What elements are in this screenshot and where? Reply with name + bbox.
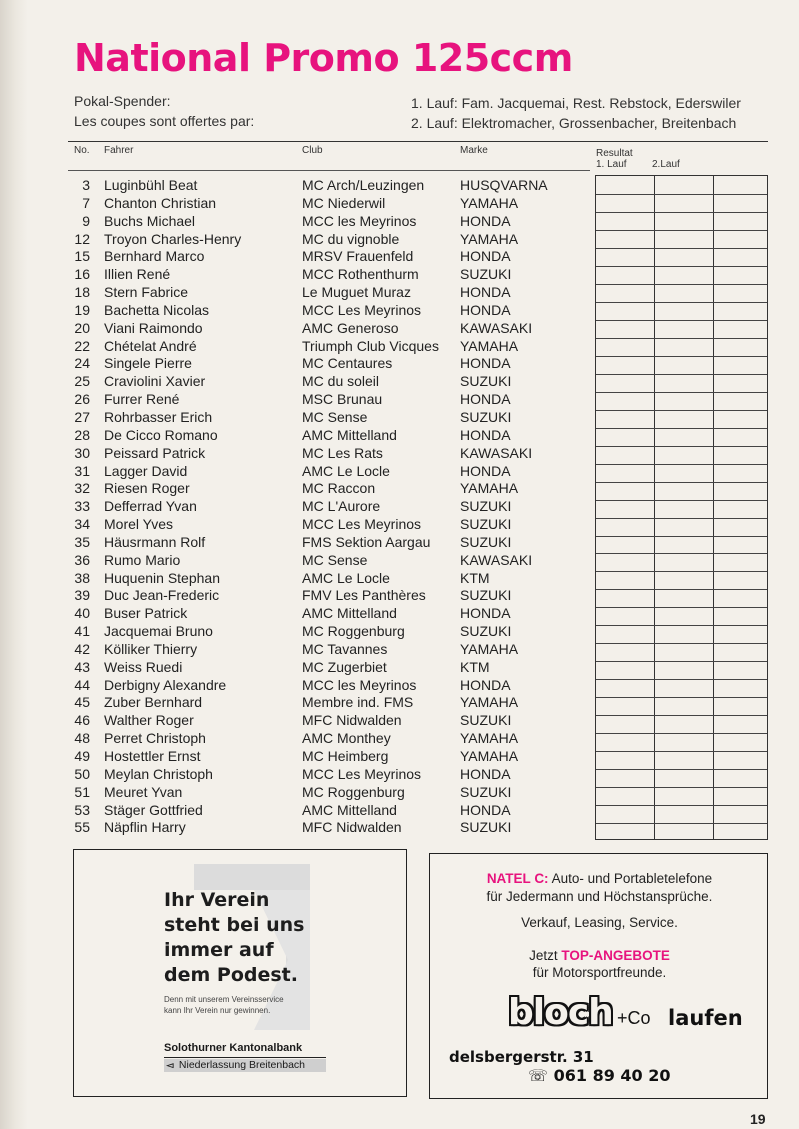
rider-name: Meylan Christoph	[104, 765, 213, 782]
result-grid-row-line	[596, 410, 767, 411]
rider-club: MFC Nidwalden	[302, 712, 402, 729]
result-grid-row-line	[596, 392, 767, 393]
rider-name: Zuber Bernhard	[104, 694, 203, 711]
result-grid-row-line	[596, 643, 767, 644]
rider-brand: SUZUKI	[460, 623, 512, 640]
result-grid-row-line	[596, 589, 767, 590]
rider-club: AMC Le Locle	[302, 569, 390, 586]
table-row	[68, 659, 598, 677]
table-row	[68, 195, 598, 213]
bank-slogan-line: Ihr Verein	[164, 889, 270, 911]
bank-slogan-line: dem Podest.	[164, 964, 298, 986]
result-grid-row-line	[596, 356, 767, 357]
rider-number: 32	[74, 480, 90, 497]
rider-brand: SUZUKI	[460, 587, 512, 604]
table-row	[68, 284, 598, 302]
rider-number: 7	[82, 194, 90, 211]
result-grid-row-line	[596, 553, 767, 554]
rider-name: Illien René	[104, 266, 171, 283]
rider-brand: KTM	[460, 569, 490, 586]
table-row	[68, 338, 598, 356]
rider-name: Walther Roger	[104, 712, 194, 729]
bank-branch-bar	[164, 1059, 326, 1072]
rider-name: Singele Pierre	[104, 355, 192, 372]
result-grid-row-line	[596, 787, 767, 788]
rider-name: Luginbühl Beat	[104, 177, 198, 193]
rider-number: 12	[74, 230, 90, 247]
rider-club: MRSV Frauenfeld	[302, 248, 414, 265]
rider-name: Hostettler Ernst	[104, 748, 201, 764]
result-grid-row-line	[596, 536, 767, 537]
rider-number: 34	[74, 516, 90, 533]
rider-name: Weiss Ruedi	[104, 658, 183, 675]
table-row	[68, 748, 598, 766]
result-grid-row-line	[596, 733, 767, 734]
rider-name: Riesen Roger	[104, 480, 190, 497]
rider-name: Häusrmann Rolf	[104, 533, 206, 550]
rider-name: Huquenin Stephan	[104, 569, 220, 586]
rider-name: Troyon Charles-Henry	[104, 230, 242, 247]
bank-subtext-line: kann Ihr Verein nur gewinnen.	[164, 1006, 271, 1015]
rider-number: 40	[74, 605, 90, 622]
result-grid-row-line	[596, 230, 767, 231]
rider-club: MC Roggenburg	[302, 623, 405, 640]
sponsor-race1: 1. Lauf: Fam. Jacquemai, Rest. Rebstock, Ederswiler	[411, 95, 741, 111]
rider-club: MC Centaures	[302, 355, 393, 372]
rider-brand: SUZUKI	[460, 373, 512, 390]
rider-club: Triumph Club Vicques	[302, 337, 439, 354]
natel-line-4	[430, 948, 769, 963]
bank-slogan	[164, 888, 304, 988]
table-row	[68, 730, 598, 748]
rider-club: AMC Mittelland	[302, 426, 397, 443]
rider-name: Rohrbasser Erich	[104, 408, 213, 425]
rider-brand: YAMAHA	[460, 748, 519, 764]
result-grid-row-line	[596, 374, 767, 375]
header-no: No.	[74, 145, 90, 156]
rider-number: 51	[74, 783, 90, 800]
page-number: 19	[750, 1111, 766, 1127]
table-row	[68, 248, 598, 266]
rider-club: MSC Brunau	[302, 391, 383, 408]
result-grid-row-line	[596, 625, 767, 626]
rider-number: 33	[74, 498, 90, 515]
rider-club: MC L'Aurore	[302, 498, 381, 515]
result-grid-row-line	[596, 805, 767, 806]
table-row	[68, 463, 598, 481]
table-row	[68, 677, 598, 695]
rider-name: Craviolini Xavier	[104, 373, 206, 390]
rider-brand: HONDA	[460, 212, 511, 229]
rider-name: Meuret Yvan	[104, 783, 183, 800]
rider-brand: HONDA	[460, 462, 511, 479]
rider-club: MC Sense	[302, 551, 368, 568]
result-grid-row-line	[596, 194, 767, 195]
rider-brand: YAMAHA	[460, 730, 519, 747]
rider-number: 38	[74, 569, 90, 586]
rider-table	[68, 177, 598, 837]
table-header-rule	[68, 170, 590, 171]
natel-line-3: Verkauf, Leasing, Service.	[521, 915, 678, 930]
rider-brand: HONDA	[460, 426, 511, 443]
bank-subtext-line: Denn mit unserem Vereinsservice	[164, 995, 284, 1004]
rider-name: Derbigny Alexandre	[104, 676, 227, 693]
rider-club: AMC Monthey	[302, 730, 391, 747]
rider-name: Kölliker Thierry	[104, 640, 198, 657]
result-grid-row-line	[596, 212, 767, 213]
rider-number: 30	[74, 444, 90, 461]
natel-offer-highlight: TOP-ANGEBOTE	[561, 948, 670, 963]
table-row	[68, 570, 598, 588]
rider-brand: KAWASAKI	[460, 319, 533, 336]
rider-club: MCC Rothenthurm	[302, 266, 419, 283]
rider-number: 9	[82, 212, 90, 229]
natel-line-1-text: Auto- und Portabletelefone	[548, 871, 713, 886]
rider-club: MFC Nidwalden	[302, 819, 402, 836]
rider-brand: YAMAHA	[460, 480, 519, 497]
table-row	[68, 355, 598, 373]
rider-club: AMC Le Locle	[302, 462, 390, 479]
rider-club: MCC Les Meyrinos	[302, 301, 422, 318]
result-grid-row-line	[596, 482, 767, 483]
result-grid-row-line	[596, 338, 767, 339]
result-grid-row-line	[596, 571, 767, 572]
rider-club: MC du soleil	[302, 373, 380, 390]
result-grid-row-line	[596, 464, 767, 465]
rider-number: 41	[74, 623, 90, 640]
page-title: National Promo 125ccm	[74, 36, 573, 80]
bloch-phone	[528, 1066, 671, 1085]
rider-brand: KAWASAKI	[460, 551, 533, 568]
rider-name: Furrer René	[104, 391, 180, 408]
rider-number: 45	[74, 694, 90, 711]
table-row	[68, 534, 598, 552]
rider-name: Bachetta Nicolas	[104, 301, 210, 318]
rider-club: MCC les Meyrinos	[302, 676, 417, 693]
natel-line-1	[430, 871, 769, 886]
result-grid-row-line	[596, 715, 767, 716]
rider-club: Membre ind. FMS	[302, 694, 414, 711]
bank-name: Solothurner Kantonalbank	[164, 1042, 303, 1054]
result-grid	[595, 175, 768, 840]
rider-brand: SUZUKI	[460, 408, 512, 425]
result-grid-row-line	[596, 500, 767, 501]
rider-number: 28	[74, 426, 90, 443]
rider-club: AMC Generoso	[302, 319, 399, 336]
telephone-icon: ☏	[528, 1066, 549, 1085]
rider-brand: HONDA	[460, 605, 511, 622]
table-row	[68, 623, 598, 641]
rider-number: 35	[74, 533, 90, 550]
rider-club: MC Arch/Leuzingen	[302, 177, 425, 193]
table-row	[68, 480, 598, 498]
rider-brand: SUZUKI	[460, 783, 512, 800]
rider-club: FMS Sektion Aargau	[302, 533, 431, 550]
table-row	[68, 641, 598, 659]
header-race1: 1. Lauf	[596, 159, 627, 170]
rider-club: AMC Mittelland	[302, 605, 397, 622]
bloch-logo-city: laufen	[668, 1006, 743, 1030]
rider-number: 49	[74, 748, 90, 764]
rider-name: Chételat André	[104, 337, 197, 354]
rider-name: Buser Patrick	[104, 605, 188, 622]
rider-name: De Cicco Romano	[104, 426, 218, 443]
result-grid-row-line	[596, 751, 767, 752]
natel-line-5: für Motorsportfreunde.	[532, 965, 667, 980]
rider-number: 24	[74, 355, 90, 372]
table-row	[68, 605, 598, 623]
rider-number: 48	[74, 730, 90, 747]
result-grid-divider	[654, 176, 655, 839]
result-grid-row-line	[596, 769, 767, 770]
result-grid-row-line	[596, 607, 767, 608]
result-grid-divider	[713, 176, 714, 839]
table-row	[68, 213, 598, 231]
rider-brand: SUZUKI	[460, 516, 512, 533]
table-row	[68, 391, 598, 409]
result-grid-row-line	[596, 302, 767, 303]
rider-brand: HONDA	[460, 355, 511, 372]
bloch-phone-number: 061 89 40 20	[553, 1066, 671, 1085]
natel-line-2: für Jedermann und Höchstansprüche.	[486, 889, 713, 904]
table-row	[68, 552, 598, 570]
bank-logo-icon: ◅	[166, 1060, 174, 1070]
rider-brand: HONDA	[460, 765, 511, 782]
table-row	[68, 231, 598, 249]
rider-brand: SUZUKI	[460, 819, 512, 836]
header-result: Resultat	[596, 148, 633, 159]
rider-club: MC Les Rats	[302, 444, 383, 461]
sponsor-list	[411, 93, 741, 133]
rider-brand: YAMAHA	[460, 194, 519, 211]
table-row	[68, 516, 598, 534]
table-row	[68, 302, 598, 320]
rider-number: 22	[74, 337, 90, 354]
rider-club: MC Tavannes	[302, 640, 388, 657]
rider-number: 39	[74, 587, 90, 604]
rider-club: AMC Mittelland	[302, 801, 397, 818]
rider-number: 44	[74, 676, 90, 693]
rider-name: Duc Jean-Frederic	[104, 587, 220, 604]
table-row	[68, 802, 598, 820]
rider-brand: YAMAHA	[460, 640, 519, 657]
rider-number: 55	[74, 819, 90, 836]
rider-number: 31	[74, 462, 90, 479]
bloch-logo-co: +Co	[617, 1008, 651, 1028]
rider-number: 15	[74, 248, 90, 265]
rider-number: 26	[74, 391, 90, 408]
result-grid-row-line	[596, 320, 767, 321]
rider-name: Morel Yves	[104, 516, 173, 533]
rider-name: Defferrad Yvan	[104, 498, 197, 515]
rider-brand: HONDA	[460, 248, 511, 265]
rider-brand: HONDA	[460, 391, 511, 408]
rider-number: 36	[74, 551, 90, 568]
rider-brand: YAMAHA	[460, 694, 519, 711]
header-rider: Fahrer	[104, 145, 134, 156]
rider-number: 42	[74, 640, 90, 657]
rider-brand: KTM	[460, 658, 490, 675]
rider-number: 43	[74, 658, 90, 675]
rider-club: MCC Les Meyrinos	[302, 765, 422, 782]
rider-name: Chanton Christian	[104, 194, 217, 211]
natel-highlight: NATEL C:	[486, 871, 549, 886]
rider-brand: HONDA	[460, 284, 511, 301]
rider-club: MC Zugerbiet	[302, 658, 387, 675]
rider-name: Peissard Patrick	[104, 444, 206, 461]
rider-brand: KAWASAKI	[460, 444, 533, 461]
sponsor-race2: 2. Lauf: Elektromacher, Grossenbacher, Breitenbach	[411, 115, 737, 131]
rider-club: MC Heimberg	[302, 748, 389, 764]
table-row	[68, 266, 598, 284]
table-row	[68, 177, 598, 195]
rider-brand: SUZUKI	[460, 266, 512, 283]
rider-name: Rumo Mario	[104, 551, 181, 568]
table-row	[68, 766, 598, 784]
rider-number: 16	[74, 266, 90, 283]
sponsor-label-de: Pokal-Spender:	[74, 93, 171, 109]
rider-brand: YAMAHA	[460, 337, 519, 354]
rider-name: Buchs Michael	[104, 212, 196, 229]
header-club: Club	[302, 145, 323, 156]
rider-number: 19	[74, 301, 90, 318]
rider-number: 50	[74, 765, 90, 782]
table-row	[68, 320, 598, 338]
rider-brand: HONDA	[460, 801, 511, 818]
rider-number: 46	[74, 712, 90, 729]
rider-number: 3	[82, 177, 90, 193]
rider-number: 25	[74, 373, 90, 390]
bank-slogan-line: steht bei uns	[164, 914, 305, 936]
table-row	[68, 587, 598, 605]
rider-club: FMV Les Panthères	[302, 587, 426, 604]
rider-club: MC Sense	[302, 408, 368, 425]
table-row	[68, 445, 598, 463]
bank-slogan-line: immer auf	[164, 939, 274, 961]
natel-advertisement	[429, 853, 768, 1099]
rider-brand: SUZUKI	[460, 533, 512, 550]
table-row	[68, 712, 598, 730]
rider-brand: HONDA	[460, 676, 511, 693]
rider-brand: SUZUKI	[460, 712, 512, 729]
bank-advertisement	[73, 849, 407, 1097]
rider-number: 53	[74, 801, 90, 818]
bank-subtext	[164, 994, 284, 1016]
table-row	[68, 819, 598, 837]
bank-name-rule	[164, 1057, 326, 1058]
rider-club: MCC les Meyrinos	[302, 212, 417, 229]
rider-name: Stäger Gottfried	[104, 801, 203, 818]
rider-club: MC Roggenburg	[302, 783, 405, 800]
result-grid-row-line	[596, 248, 767, 249]
rider-name: Stern Fabrice	[104, 284, 189, 301]
table-row	[68, 427, 598, 445]
bloch-address: delsbergerstr. 31	[449, 1048, 594, 1066]
rider-brand: YAMAHA	[460, 230, 519, 247]
header-race2: 2.Lauf	[652, 159, 680, 170]
table-row	[68, 373, 598, 391]
rider-club: MC du vignoble	[302, 230, 400, 247]
result-grid-row-line	[596, 284, 767, 285]
rider-club: MC Raccon	[302, 480, 376, 497]
table-row	[68, 409, 598, 427]
table-row	[68, 694, 598, 712]
rider-name: Viani Raimondo	[104, 319, 203, 336]
bank-branch: Niederlassung Breitenbach	[178, 1059, 305, 1071]
rider-name: Perret Christoph	[104, 730, 206, 747]
rider-name: Näpflin Harry	[104, 819, 186, 836]
result-grid-row-line	[596, 266, 767, 267]
sponsor-labels	[74, 91, 254, 131]
rider-number: 27	[74, 408, 90, 425]
table-row	[68, 498, 598, 516]
rider-club: MCC Les Meyrinos	[302, 516, 422, 533]
result-grid-row-line	[596, 446, 767, 447]
sponsor-label-fr: Les coupes sont offertes par:	[74, 113, 255, 129]
rider-number: 20	[74, 319, 90, 336]
rider-brand: SUZUKI	[460, 498, 512, 515]
rider-brand: HONDA	[460, 301, 511, 318]
rider-name: Jacquemai Bruno	[104, 623, 213, 640]
natel-line-4-prefix: Jetzt	[529, 948, 562, 963]
bloch-logo: bloch	[508, 992, 613, 1033]
result-grid-row-line	[596, 679, 767, 680]
rider-club: MC Niederwil	[302, 194, 386, 211]
rider-name: Lagger David	[104, 462, 188, 479]
rider-number: 18	[74, 284, 90, 301]
result-grid-row-line	[596, 697, 767, 698]
result-grid-row-line	[596, 661, 767, 662]
rider-name: Bernhard Marco	[104, 248, 205, 265]
rider-brand: HUSQVARNA	[460, 177, 548, 193]
header-brand: Marke	[460, 145, 488, 156]
result-grid-row-line	[596, 518, 767, 519]
rider-club: Le Muguet Muraz	[302, 284, 411, 301]
result-grid-row-line	[596, 823, 767, 824]
result-grid-row-line	[596, 428, 767, 429]
table-row	[68, 784, 598, 802]
table-top-rule	[68, 141, 768, 142]
page-binding-shadow	[0, 0, 28, 1129]
